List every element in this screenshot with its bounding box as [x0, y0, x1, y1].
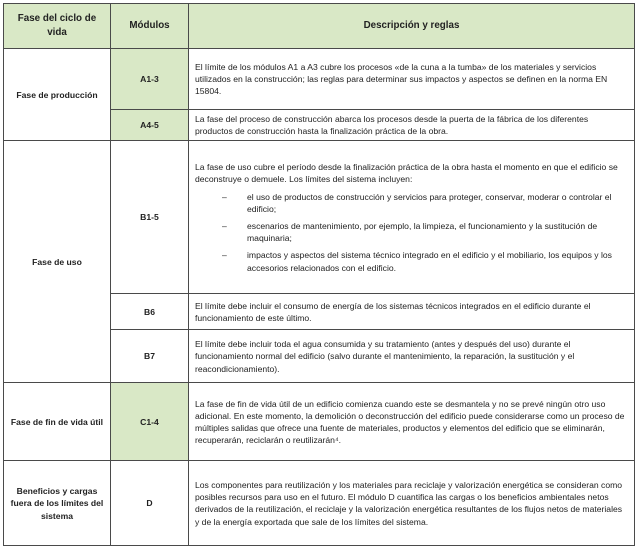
header-description: Descripción y reglas [189, 4, 635, 49]
module-code: C1-4 [111, 383, 189, 461]
list-item: – el uso de productos de construcción y servicios para proteger, conservar, moderar o controlar el edificio; [195, 191, 628, 215]
boundary-list [195, 191, 628, 274]
phase-end-of-life: Fase de fin de vida útil [4, 383, 111, 461]
module-code: A4-5 [111, 110, 189, 141]
table-row [4, 383, 635, 461]
module-code: B6 [111, 294, 189, 330]
module-code: B7 [111, 330, 189, 383]
module-description [189, 141, 635, 294]
module-description: El límite debe incluir toda el agua consumida y su tratamiento (antes y después del uso) durante el funcionamiento normal del edificio (salvo durante el mantenimiento, la reparación, la sustitución y el reacondicionamiento). [189, 330, 635, 383]
module-description: El límite de los módulos A1 a A3 cubre los procesos «de la cuna a la tumba» de los materiales y servicios utilizados en la construcción; las reglas para determinar sus impactos y aspectos se definen en la norma EN 15804. [189, 49, 635, 110]
phase-production: Fase de producción [4, 49, 111, 141]
header-modules: Módulos [111, 4, 189, 49]
header-row [4, 4, 635, 49]
module-description: La fase de fin de vida útil de un edificio comienza cuando este se desmantela y no se prevé ningún otro uso adicional. En este momento, la demolición o deconstrucción del edificio puede considerarse como un proceso de múltiples salidas que ofrece una fuente de materiales, productos y elementos del edificio que se eliminarán, recuperarán, reciclarán o reutilizarán⁴. [189, 383, 635, 461]
module-description: Los componentes para reutilización y los materiales para reciclaje y valorización energética se consideran como posibles recursos para uso en el futuro. El módulo D cuantifica las cargas o los beneficios ambientales netos derivados de la reutilización, el reciclaje y la valorización energética resultantes de los flujos netos de materiales y de la energía exportada que sale de los límites del sistema. [189, 461, 635, 546]
header-phase: Fase del ciclo de vida [4, 4, 111, 49]
table-row [4, 141, 635, 294]
module-code: D [111, 461, 189, 546]
list-item: – escenarios de mantenimiento, por ejemplo, la limpieza, el funcionamiento y la sustitución de maquinaria; [195, 220, 628, 244]
module-intro: La fase de uso cubre el período desde la finalización práctica de la obra hasta el momento en que el edificio se deconstruye o demuele. Los límites del sistema incluyen: [195, 162, 618, 185]
module-description: El límite debe incluir el consumo de energía de los sistemas técnicos integrados en el edificio durante el funcionamiento de este último. [189, 294, 635, 330]
module-code: A1-3 [111, 49, 189, 110]
module-description: La fase del proceso de construcción abarca los procesos desde la puerta de la fábrica de los diferentes productos de construcción hasta la finalización práctica de la obra. [189, 110, 635, 141]
phase-beyond-boundary: Beneficios y cargas fuera de los límites del sistema [4, 461, 111, 546]
list-item: – impactos y aspectos del sistema técnico integrado en el edificio y el mobiliario, los equipos y los accesorios relacionados con el edificio. [195, 249, 628, 273]
table-row [4, 461, 635, 546]
phase-use: Fase de uso [4, 141, 111, 383]
life-cycle-table [3, 3, 635, 546]
module-code: B1-5 [111, 141, 189, 294]
table-row [4, 49, 635, 110]
